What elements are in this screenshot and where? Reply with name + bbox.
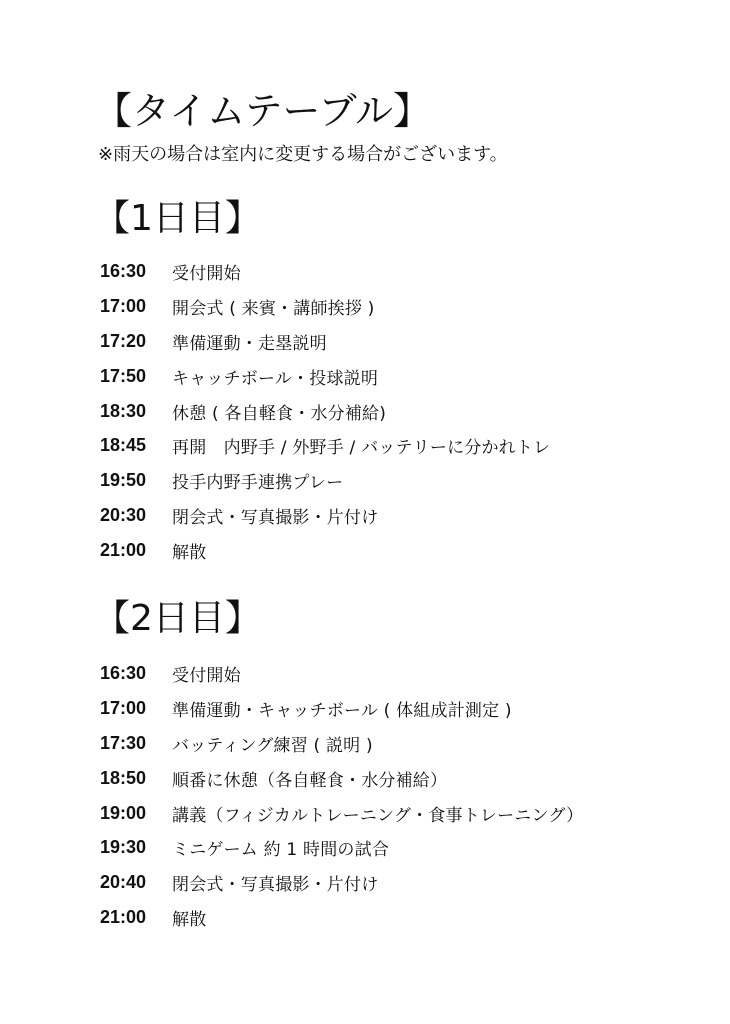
schedule-activity: 解散 [172,543,207,564]
schedule-time: 20:40 [100,872,147,893]
schedule-row [100,394,550,429]
schedule-activity: ミニゲーム 約 1 時間の試合 [172,840,390,861]
day1-heading: 【1日目】 [94,198,261,239]
schedule-activity: 投手内野手連携プレー [172,473,344,494]
schedule-time: 17:00 [100,697,147,718]
schedule-activity: 準備運動・走塁説明 [172,333,327,354]
schedule-row [100,726,583,761]
day2-heading: 【2日目】 [94,598,261,639]
schedule-row [100,796,583,831]
page-title: 【タイムテーブル】 [94,89,432,133]
schedule-time: 21:00 [100,540,147,561]
schedule-row [100,900,583,935]
schedule-time: 18:30 [100,400,147,421]
schedule-time: 17:00 [100,295,147,316]
schedule-activity: 講義（フィジカルトレーニング・食事トレーニング） [172,805,584,826]
schedule-row [100,533,550,568]
schedule-row [100,463,550,498]
schedule-row [100,289,550,324]
schedule-time: 19:50 [100,470,147,491]
schedule-row [100,254,550,289]
schedule-time: 19:00 [100,802,147,823]
day2-schedule [100,656,583,935]
day1-schedule [100,254,550,568]
schedule-activity: バッティング練習 ( 説明 ) [172,735,373,756]
schedule-time: 17:20 [100,330,147,351]
schedule-time: 19:30 [100,837,147,858]
schedule-time: 20:30 [100,505,147,526]
schedule-time: 16:30 [100,662,147,683]
rain-notice: ※雨天の場合は室内に変更する場合がございます。 [98,144,508,165]
schedule-time: 17:30 [100,732,147,753]
schedule-time: 17:50 [100,365,147,386]
schedule-row [100,761,583,796]
schedule-activity: 再開 内野手 / 外野手 / バッテリーに分かれトレ [172,438,551,459]
schedule-activity: 解散 [172,910,207,931]
schedule-row [100,359,550,394]
schedule-row [100,498,550,533]
schedule-activity: 休憩 ( 各自軽食・水分補給) [172,403,387,424]
schedule-row [100,656,583,691]
schedule-row [100,865,583,900]
schedule-activity: 受付開始 [172,665,241,686]
schedule-activity: キャッチボール・投球説明 [172,368,379,389]
schedule-time: 16:30 [100,260,147,281]
schedule-row [100,324,550,359]
schedule-row [100,691,583,726]
schedule-activity: 準備運動・キャッチボール ( 体組成計測定 ) [172,700,512,721]
schedule-activity: 順番に休憩（各自軽食・水分補給） [172,770,448,791]
schedule-activity: 受付開始 [172,263,241,284]
schedule-activity: 開会式 ( 来賓・講師挨拶 ) [172,298,375,319]
schedule-time: 18:50 [100,767,147,788]
schedule-time: 18:45 [100,435,147,456]
schedule-activity: 閉会式・写真撮影・片付け [172,508,379,529]
schedule-row [100,428,550,463]
schedule-row [100,830,583,865]
schedule-time: 21:00 [100,907,147,928]
schedule-activity: 閉会式・写真撮影・片付け [172,875,379,896]
